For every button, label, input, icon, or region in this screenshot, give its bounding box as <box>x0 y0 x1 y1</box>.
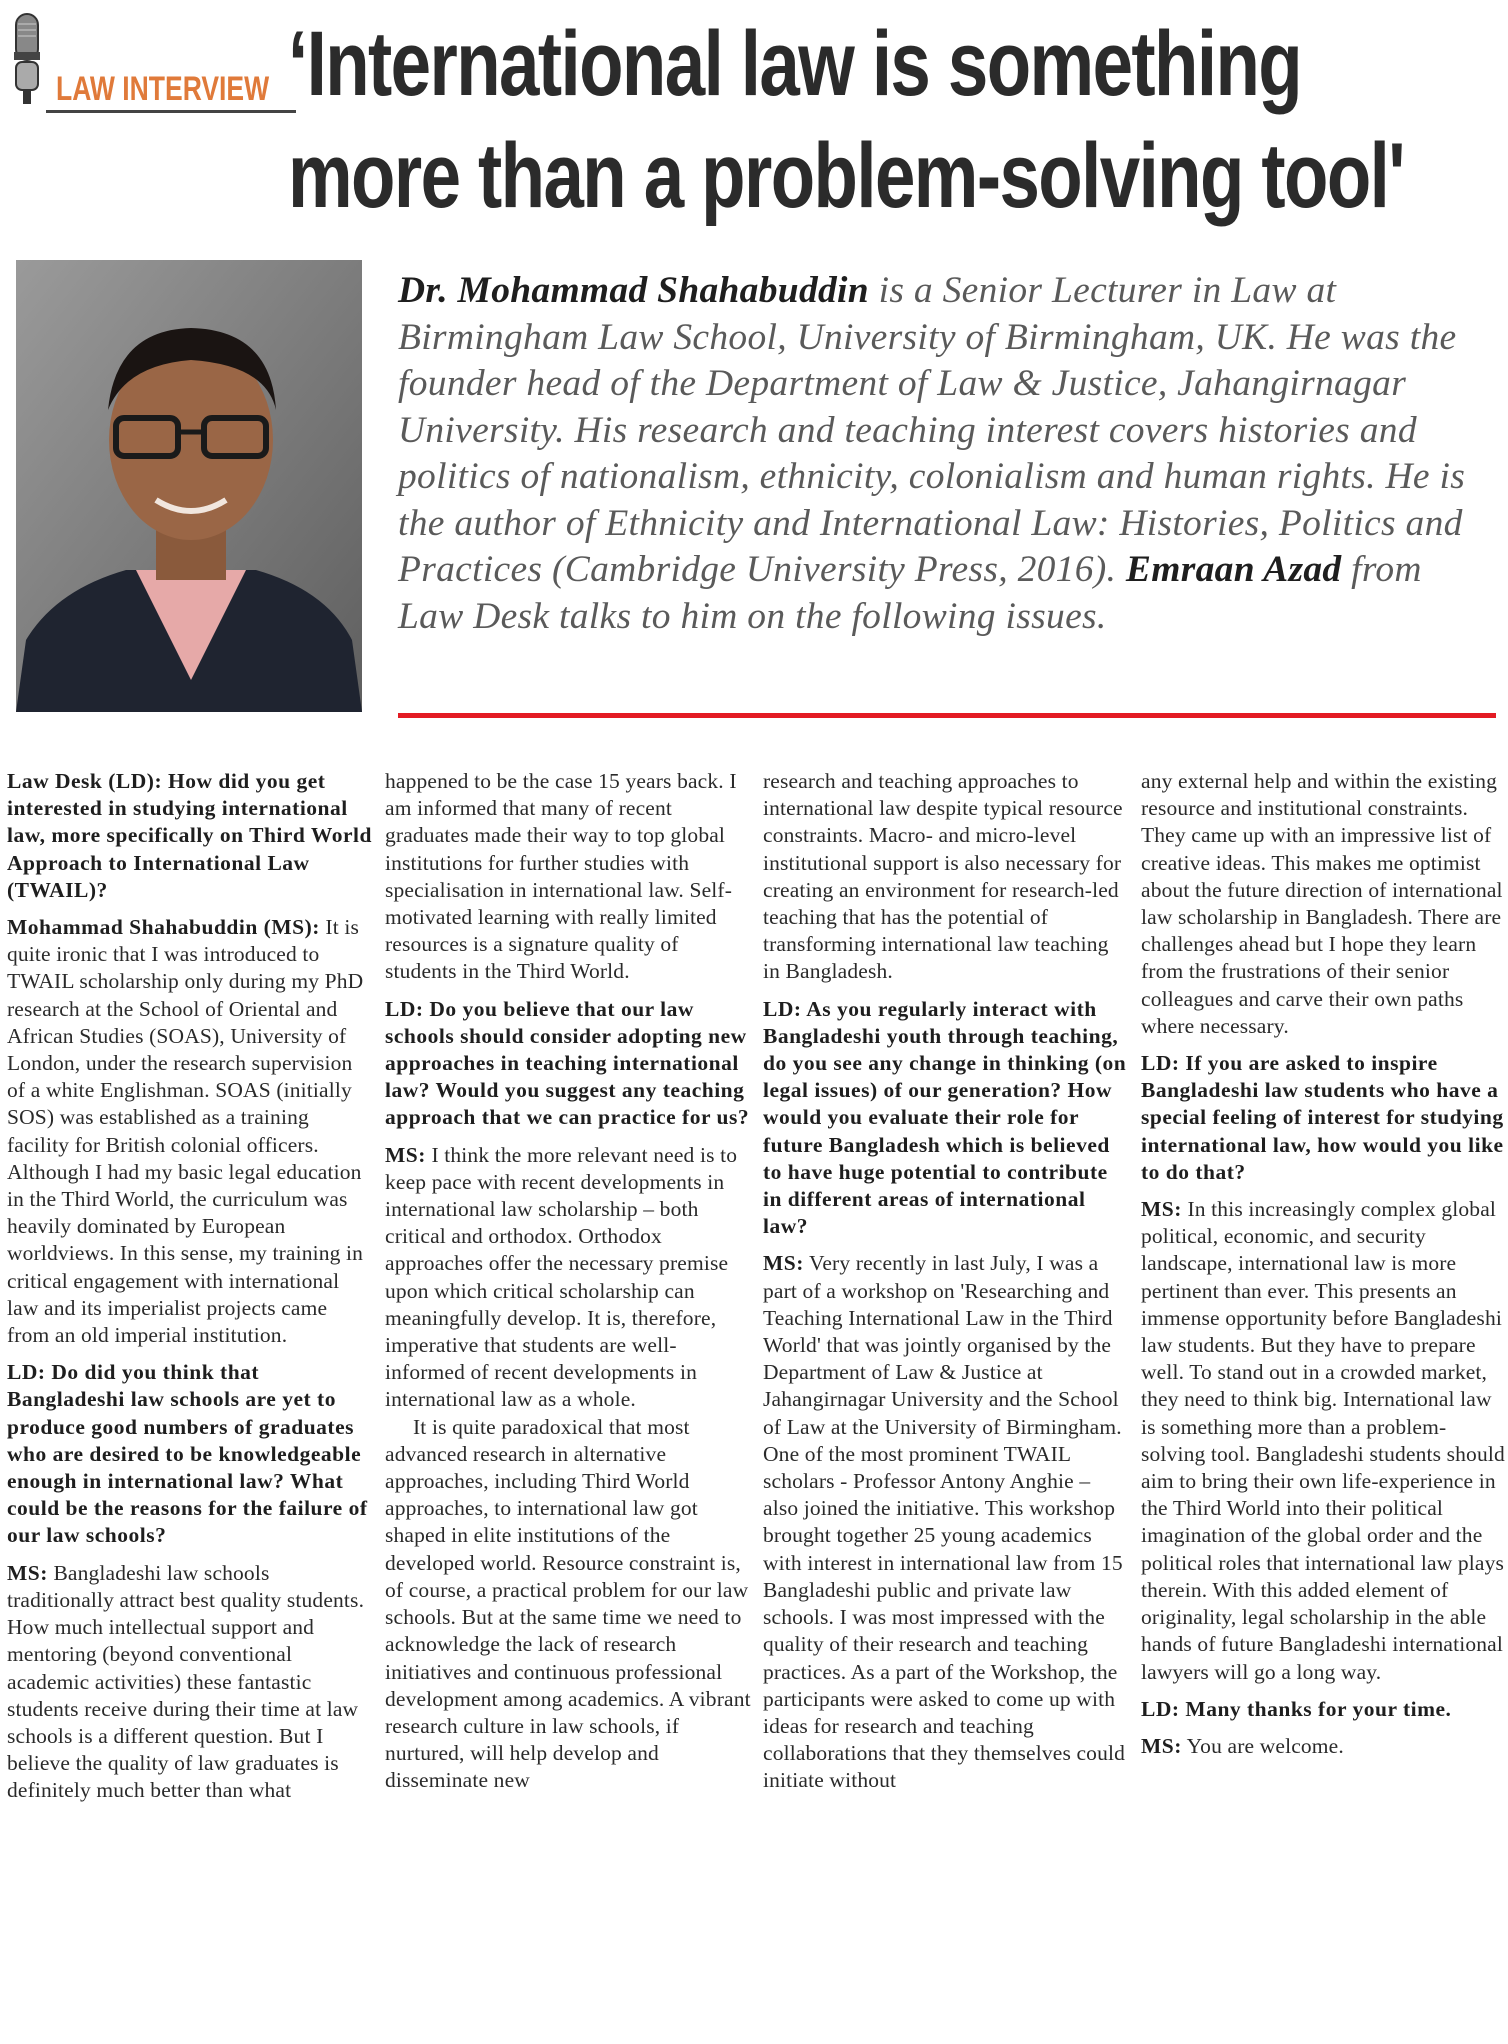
headline-line-2: more than a problem-solving tool' <box>288 125 1404 227</box>
intro-text-end: from Law Desk talks to him on the following issues. <box>398 549 1422 637</box>
question: LD: Many thanks for your time. <box>1141 1696 1452 1721</box>
interviewee-photo <box>16 260 362 712</box>
interviewee-name: Dr. Mohammad Shahabuddin <box>398 270 869 311</box>
continued-text: any external help and within the existing resource and institutional constraints. They came up with an impressive list of creative ideas. This makes me optimist about the future direction of international law scholarship in Bangladesh. There are challenges ahead but I hope they learn from the frustrations of their senior colleagues and carve their own paths where necessary. <box>1141 769 1503 1038</box>
column-4 <box>1141 768 1506 1770</box>
section-label: LAW INTERVIEW <box>56 70 270 108</box>
answer <box>1141 1196 1506 1686</box>
speaker-label: Mohammad Shahabuddin (MS): <box>7 915 320 940</box>
answer-text: You are welcome. <box>1181 1733 1344 1758</box>
answer <box>1141 1733 1506 1760</box>
headline <box>288 8 1508 232</box>
intro-paragraph <box>398 268 1478 640</box>
answer-paragraph: It is quite paradoxical that most advanced research in alternative approaches, including Third World approaches, to international law got shaped in elite institutions of the developed world. Resource constraint is, of course, a practical problem for our law schools. But at the same time we need to acknowledge the lack of research initiatives and continuous professional development among academics. A vibrant research culture in law schools, if nurtured, will help develop and disseminate new <box>385 1414 751 1793</box>
answer <box>385 1142 753 1414</box>
headline-line-1: ‘International law is something <box>288 13 1302 115</box>
interviewer-name: Emraan Azad <box>1125 549 1342 590</box>
microphone-icon <box>8 10 48 110</box>
speaker-label: MS: <box>1141 1197 1182 1222</box>
continued-text: happened to be the case 15 years back. I am informed that many of recent graduates made their way to top global institutions for further studies with specialisation in international law. Self-motivated learning with really limited resources is a signature quality of students in the Third World. <box>385 769 737 984</box>
question: LD: Do you believe that our law schools should consider adopting new approaches in teaching international law? Would you suggest any teaching approach that we can practice for us? <box>385 996 750 1130</box>
speaker-label: MS: <box>7 1560 48 1585</box>
speaker-label: MS: <box>385 1142 426 1167</box>
answer <box>7 914 375 1349</box>
question: Law Desk (LD): How did you get interested in studying international law, more specifically on Third World Approach to International Law (TWAIL)? <box>7 769 372 902</box>
divider-rule <box>398 713 1496 718</box>
kicker-underline <box>46 110 296 113</box>
section-kicker <box>8 10 298 110</box>
answer <box>7 1560 375 1805</box>
answer-text: It is quite ironic that I was introduced to TWAIL scholarship only during my PhD research at the School of Oriental and African Studies (SOAS), University of London, under the research supervision of a white Englishman. SOAS (initially SOS) was established as a training facility for British colonial officers. Although I had my basic legal education in the Third World, the curriculum was heavily dominated by European worldviews. In this sense, my training in critical engagement with international law and its imperialist projects came from an old imperial institution. <box>7 915 364 1348</box>
intro-text: is a Senior Lecturer in Law at Birmingham Law School, University of Birmingham, UK. He was the founder head of the Department of Law & Justice, Jahangirnagar University. His research and teaching interest covers histories and politics of nationalism, ethnicity, colonialism and human rights. He is the author of Ethnicity and International Law: Histories, Politics and Practices (Cambridge University Press, 2016). <box>398 270 1466 590</box>
question: LD: If you are asked to inspire Bangladeshi law students who have a special feeling of interest for studying international law, how would you like to do that? <box>1141 1051 1504 1184</box>
column-1 <box>7 768 375 1815</box>
answer-text: In this increasingly complex global political, economic, and security landscape, international law is more pertinent than ever. This presents an immense opportunity before Bangladeshi law students. But they have to prepare well. To stand out in a crowded market, they need to think big. International law is something more than a problem-solving tool. Bangladeshi students should aim to bring their own life-experience in the Third World into their political imagination of the global order and the political roles that international law plays therein. With this added element of originality, legal scholarship in the able hands of future Bangladeshi international lawyers will go a long way. <box>1141 1197 1505 1684</box>
speaker-label: MS: <box>1141 1733 1182 1758</box>
continued-text: research and teaching approaches to international law despite typical resource constraints. Macro- and micro-level institutional support is also necessary for creating an environment for research-led teaching that has the potential of transforming international law teaching in Bangladesh. <box>763 769 1123 984</box>
answer-text: Bangladeshi law schools traditionally attract best quality students. How much intellectual support and mentoring (beyond conventional academic activities) these fantastic students receive during their time at law schools is a different question. But I believe the quality of law graduates is definitely much better than what <box>7 1560 365 1803</box>
answer-text: Very recently in last July, I was a part of a workshop on 'Researching and Teaching International Law in the Third World' that was jointly organised by the Department of Law & Justice at Jahangirnagar University and the School of Law at the University of Birmingham. One of the most prominent TWAIL scholars - Professor Antony Anghie – also joined the initiative. This workshop brought together 25 young academics with interest in international law from 15 Bangladeshi public and private law schools. I was most impressed with the quality of their research and teaching practices. As a part of the Workshop, the participants were asked to come up with ideas for research and teaching collaborations that they themselves could initiate without <box>763 1251 1126 1793</box>
question: LD: As you regularly interact with Bangladeshi youth through teaching, do you see any change in thinking (on legal issues) of our generation? How would you evaluate their role for future Bangladesh which is believed to have huge potential to contribute in different areas of international law? <box>763 996 1127 1239</box>
speaker-label: MS: <box>763 1251 804 1276</box>
answer-text: I think the more relevant need is to keep pace with recent developments in international law scholarship – both critical and orthodox. Orthodox approaches offer the necessary premise upon which critical scholarship can meaningfully develop. It is, therefore, imperative that students are well-informed of recent developments in international law as a whole. <box>385 1142 738 1412</box>
column-3 <box>763 768 1131 1805</box>
answer <box>763 1250 1131 1794</box>
column-2 <box>385 768 753 1795</box>
question: LD: Do did you think that Bangladeshi law schools are yet to produce good numbers of graduates who are desired to be knowledgeable enough in international law? What could be the reasons for the failure of our law schools? <box>7 1360 368 1548</box>
